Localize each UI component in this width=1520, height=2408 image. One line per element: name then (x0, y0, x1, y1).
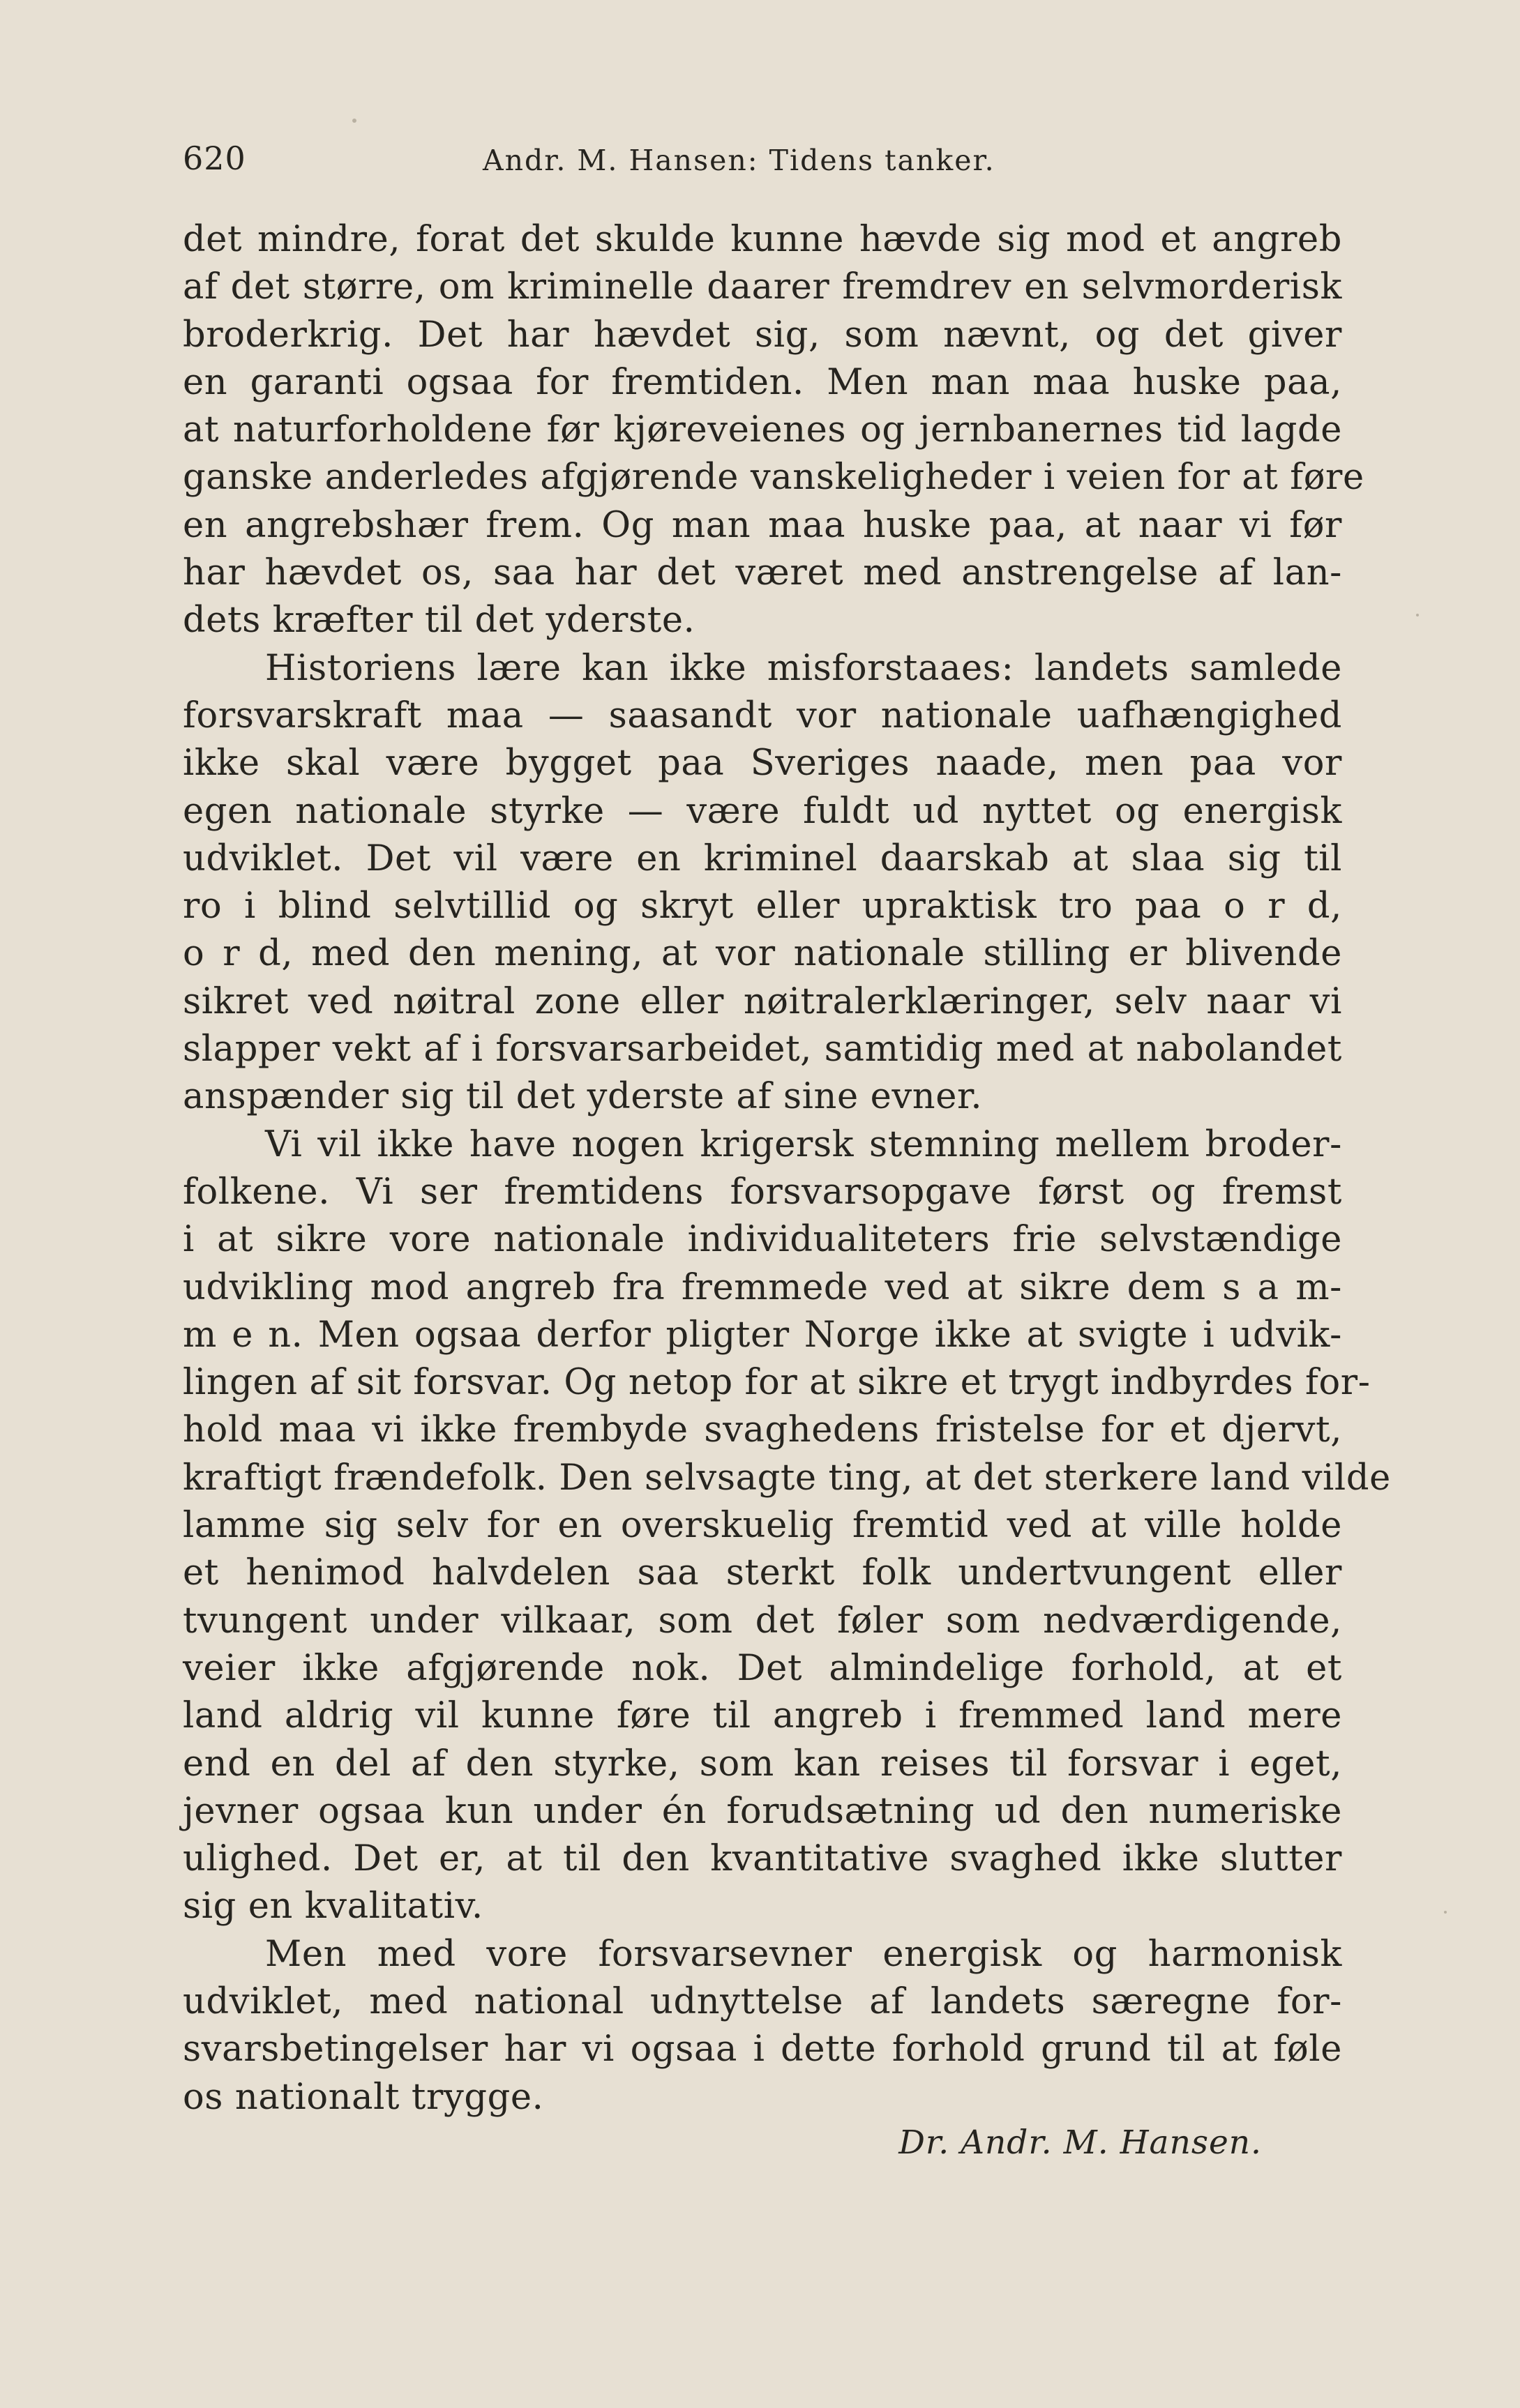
text-line: et henimod halvdelen saa sterkt folk undertvungent eller (183, 1552, 1342, 1594)
text-line: Vi vil ikke have nogen krigersk stemning mellem broder- (265, 1123, 1342, 1165)
text-line: ganske anderledes afgjørende vanskeligheder i veien for at føre (183, 457, 1364, 499)
running-head: Andr. M. Hansen: Tidens tanker. (483, 144, 995, 177)
paper-speck (352, 119, 356, 123)
text-line: kraftigt frændefolk. Den selvsagte ting, at det sterkere land vilde (183, 1457, 1391, 1499)
text-line: af det større, om kriminelle daarer fremdrev en selvmorderisk (183, 266, 1342, 308)
text-line: anspænder sig til det yderste af sine evner. (183, 1076, 983, 1118)
text-line: jevner ogsaa kun under én forudsætning ud den numeriske (183, 1790, 1342, 1832)
text-line: Historiens lære kan ikke misforstaaes: landets samlede (265, 647, 1342, 689)
author-signature: Dr. Andr. M. Hansen. (898, 2123, 1262, 2162)
text-line: veier ikke afgjørende nok. Det almindelige forhold, at et (183, 1647, 1342, 1689)
page-number: 620 (183, 139, 246, 177)
text-line: i at sikre vore nationale individualiteters frie selvstændige (183, 1219, 1342, 1261)
text-line: lamme sig selv for en overskuelig fremtid ved at ville holde (183, 1505, 1342, 1547)
text-line: har hævdet os, saa har det været med anstrengelse af lan- (183, 552, 1342, 594)
text-line: forsvarskraft maa — saasandt vor nationale uafhængighed (183, 695, 1342, 736)
text-line: det mindre, forat det skulde kunne hævde sig mod et angreb (183, 219, 1342, 260)
text-line: Men med vore forsvarsevner energisk og harmonisk (265, 1933, 1342, 1975)
text-line: udviklet. Det vil være en kriminel daarskab at slaa sig til (183, 838, 1342, 879)
text-line: m e n. Men ogsaa derfor pligter Norge ikke at svigte i udvik- (183, 1314, 1342, 1356)
text-line: udvikling mod angreb fra fremmede ved at sikre dem s a m- (183, 1266, 1342, 1308)
text-line: tvungent under vilkaar, som det føler som nedværdigende, (183, 1600, 1342, 1642)
text-line: broderkrig. Det har hævdet sig, som nævnt, og det giver (183, 314, 1342, 356)
text-line: sikret ved nøitral zone eller nøitralerklæringer, selv naar vi (183, 980, 1342, 1022)
text-line: egen nationale styrke — være fuldt ud nyttet og energisk (183, 790, 1342, 832)
paper-speck (1416, 614, 1419, 616)
text-line: dets kræfter til det yderste. (183, 600, 695, 642)
article-body (183, 216, 1391, 2121)
text-line: o r d, med den mening, at vor nationale stilling er blivende (183, 933, 1342, 975)
text-line: slapper vekt af i forsvarsarbeidet, samtidig med at nabolandet (183, 1029, 1342, 1070)
text-line: land aldrig vil kunne føre til angreb i fremmed land mere (183, 1695, 1342, 1737)
paper-speck (1444, 1911, 1447, 1914)
text-line: end en del af den styrke, som kan reises til forsvar i eget, (183, 1743, 1342, 1785)
text-line: lingen af sit forsvar. Og netop for at sikre et trygt indbyrdes for- (183, 1362, 1371, 1404)
text-line: en garanti ogsaa for fremtiden. Men man maa huske paa, (183, 361, 1342, 403)
text-line: svarsbetingelser har vi ogsaa i dette forhold grund til at føle (183, 2029, 1342, 2070)
text-line: ulighed. Det er, at til den kvantitative svaghed ikke slutter (183, 1838, 1342, 1880)
page-header (183, 139, 1342, 188)
text-line: ro i blind selvtillid og skryt eller upraktisk tro paa o r d, (183, 886, 1342, 927)
text-line: en angrebshær frem. Og man maa huske paa, at naar vi før (183, 504, 1342, 546)
text-line: ikke skal være bygget paa Sveriges naade, men paa vor (183, 743, 1342, 785)
text-line: folkene. Vi ser fremtidens forsvarsopgave først og fremst (183, 1171, 1342, 1213)
text-line: at naturforholdene før kjøreveienes og jernbanernes tid lagde (183, 409, 1342, 451)
text-line: hold maa vi ikke frembyde svaghedens fristelse for et djervt, (183, 1409, 1342, 1451)
text-line: os nationalt trygge. (183, 2076, 544, 2118)
text-line: udviklet, med national udnyttelse af landets særegne for- (183, 1981, 1342, 2022)
text-line: sig en kvalitativ. (183, 1886, 483, 1928)
